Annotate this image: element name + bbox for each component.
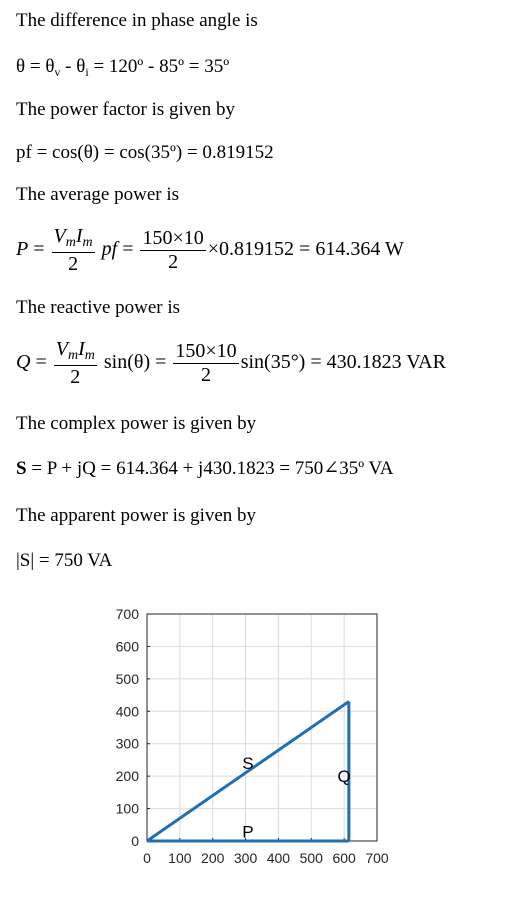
value-den: 2 [168, 250, 179, 273]
y-tick-label: 200 [115, 768, 139, 785]
average-power-equation: P = $\frac{V_mI_m}{2}$ pf = $\frac{150\times 10}{2}$ ×0.819152 = 614.364 W [16, 225, 404, 275]
eq-theta: θ = θ [16, 56, 55, 77]
y-tick-label: 400 [115, 703, 139, 720]
fraction-den-2: 2 [70, 365, 81, 388]
x-tick-label: 600 [332, 850, 356, 866]
x-tick-label: 200 [201, 850, 225, 866]
reactive-power-result: sin(35°) = 430.1823 VAR [240, 350, 446, 373]
vm-im-fraction [52, 226, 95, 275]
y-tick-label: 500 [115, 670, 139, 687]
vm-sub-2: m [67, 348, 79, 363]
eq-sub-i: i [85, 65, 89, 79]
pf-symbol: pf [101, 237, 118, 260]
complex-power-heading: The complex power is given by [16, 413, 257, 434]
average-power-heading: The average power is [16, 184, 180, 205]
y-tick-label: 300 [115, 735, 139, 752]
reactive-power-equation: Q = $\frac{V_mI_m}{2}$ sin(θ) = $\frac{150\times 10}{2}$ sin(35°) = 430.1823 VAR [16, 338, 446, 388]
complex-power-rest: = P + jQ = 614.364 + j430.1823 = 750∠35º VA [26, 458, 394, 479]
phase-angle-equation [16, 57, 229, 78]
vm-sub: m [65, 235, 76, 250]
x-tick-label: 700 [365, 850, 389, 866]
x-tick-label: 500 [299, 850, 323, 866]
chart-grid [147, 614, 377, 841]
label-q: Q [337, 767, 351, 787]
eq-mid: - θ [60, 56, 86, 77]
sin-theta: sin(θ) = [103, 350, 167, 373]
vm-v-2: V [55, 338, 68, 360]
apparent-power-value: |S| = 750 VA [16, 550, 113, 571]
im-sub-2: m [84, 348, 95, 363]
im-i: I [75, 225, 83, 247]
fraction-den: 2 [68, 252, 79, 275]
value-num: 150×10 [142, 226, 204, 249]
average-power-result: ×0.819152 = 614.364 W [207, 237, 404, 260]
x-tick-label: 300 [233, 850, 258, 866]
label-s: S [242, 754, 254, 774]
reactive-power-heading: The reactive power is [16, 297, 181, 318]
apparent-power-heading: The apparent power is given by [16, 505, 257, 526]
vm-v: V [53, 225, 66, 247]
power-factor-equation: pf = cos(θ) = cos(35º) = 0.819152 [16, 142, 274, 163]
power-factor-heading: The power factor is given by [16, 99, 235, 120]
y-tick-label: 0 [131, 833, 139, 849]
chart-annotations [242, 754, 351, 841]
x-tick-label: 100 [168, 850, 192, 866]
q-symbol: Q [16, 350, 31, 373]
power-triangle-chart [0, 593, 520, 903]
value-den-2: 2 [201, 363, 212, 386]
im-i-2: I [78, 338, 85, 360]
x-tick-label: 400 [266, 850, 291, 866]
y-tick-label: 700 [115, 606, 139, 622]
value-fraction [140, 228, 205, 273]
complex-power-equation [16, 459, 394, 478]
x-tick-label: 0 [143, 850, 151, 866]
im-sub: m [82, 235, 93, 250]
vm-im-fraction-2 [54, 339, 97, 388]
y-tick-label: 600 [115, 638, 139, 655]
value-num-2: 150×10 [175, 339, 237, 362]
eq-rest: = 120º - 85º = 35º [88, 56, 230, 77]
eq-sub-v: v [54, 65, 61, 79]
value-fraction-2 [173, 341, 238, 386]
label-p: P [242, 822, 254, 842]
p-symbol: P [16, 237, 29, 260]
phase-diff-heading: The difference in phase angle is [16, 10, 258, 31]
s-bold: S [16, 458, 27, 479]
axes-box [147, 614, 377, 841]
y-tick-label: 100 [115, 800, 139, 817]
